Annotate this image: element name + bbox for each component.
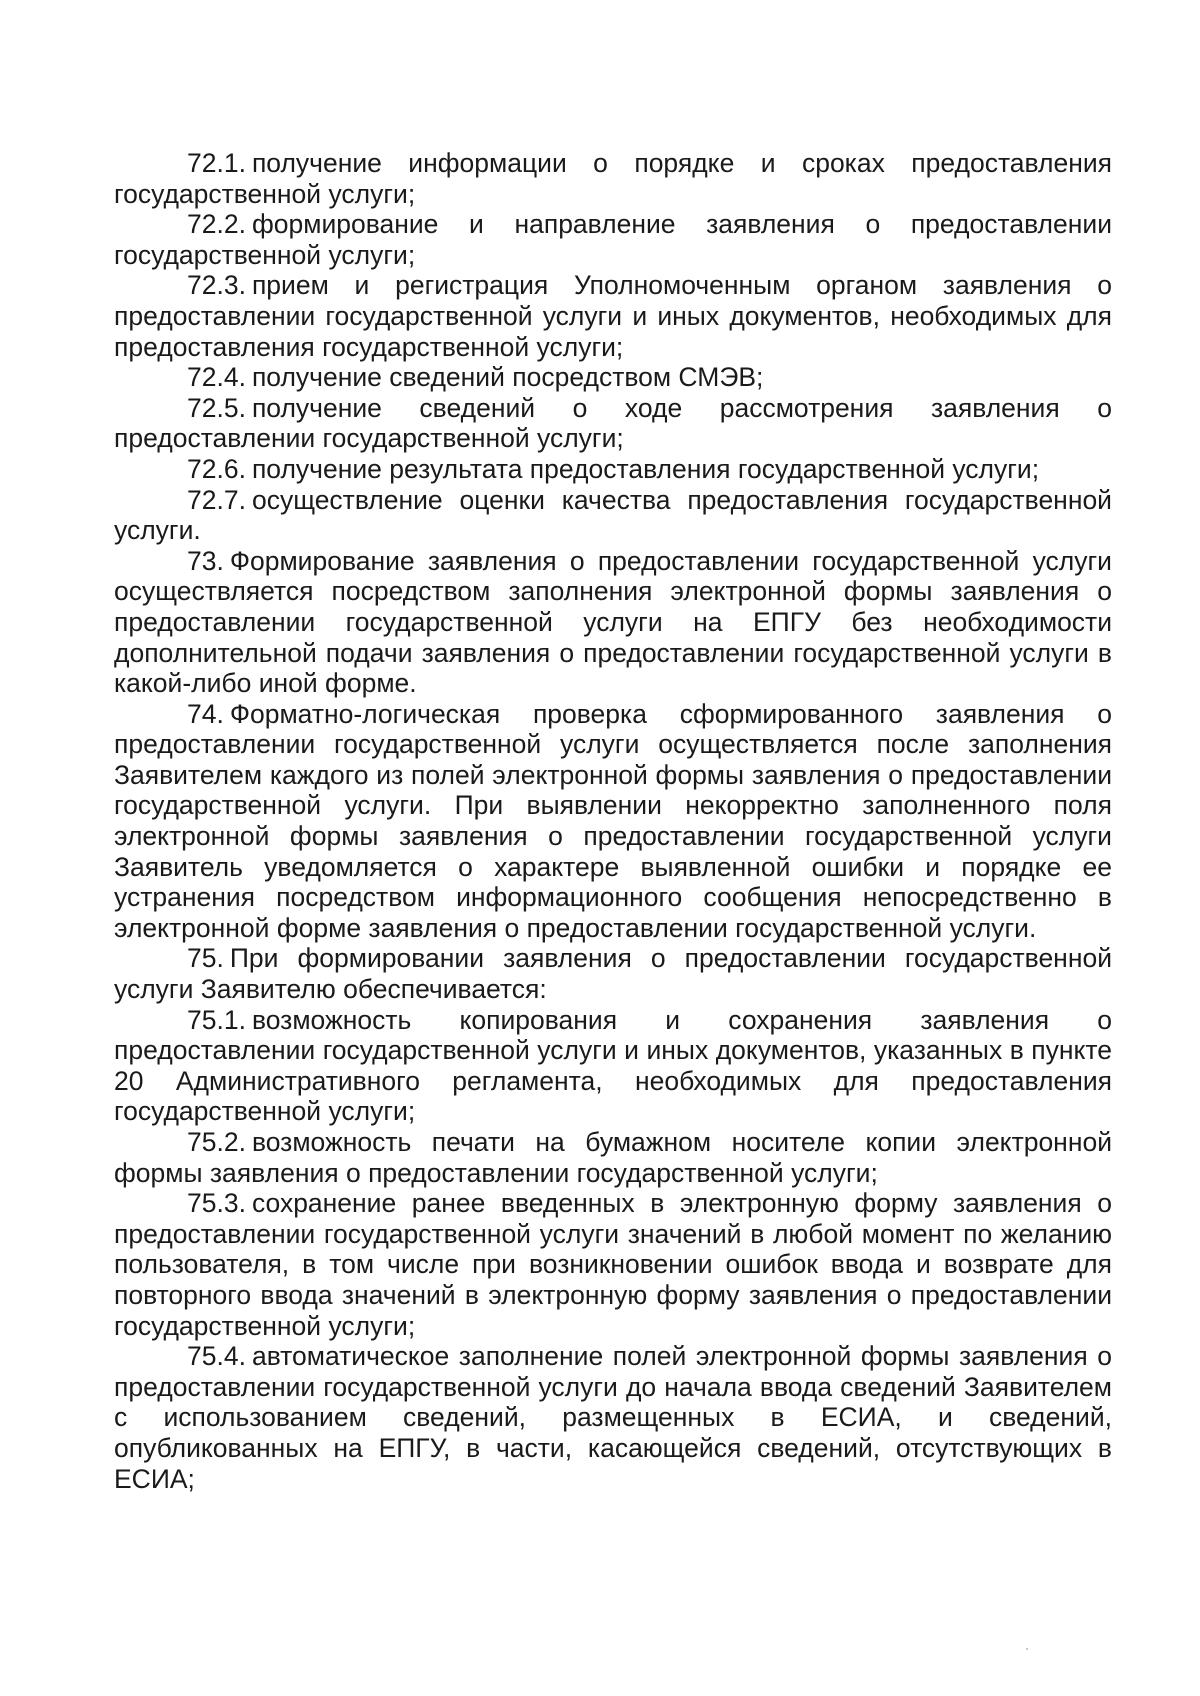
paragraph-text: получение результата предоставления государственной услуги; xyxy=(251,453,1040,484)
paragraph-number: 75.2. xyxy=(187,1127,246,1157)
paragraph-number: 75.4. xyxy=(187,1341,246,1372)
paragraph-72-6 xyxy=(114,454,1112,485)
paragraph-text: получение сведений о ходе рассмотрения заявления о предоставлении государственной услуги; xyxy=(114,392,1112,454)
paragraph-73 xyxy=(114,546,1112,699)
paragraph-72-7 xyxy=(114,485,1112,546)
paragraph-number: 75. xyxy=(187,943,224,974)
paragraph-number: 73. xyxy=(187,545,224,576)
paragraph-75-2 xyxy=(114,1127,1112,1188)
paragraph-text: Форматно-логическая проверка сформированного заявления о предоставлении государственной услуги осуществляется после заполнения Заявителем каждого из полей электронной формы заявления о предоставлении государственной услуги. При выявлении некорректно заполненного поля электронной формы заявления о предоставлении государственной услуги Заявитель уведомляется о характере выявленной ошибки и порядке ее устранения посредством информационного сообщения непосредственно в электронной форме заявления о предоставлении государственной услуги. xyxy=(114,698,1112,943)
paragraph-number: 72.7. xyxy=(187,484,246,515)
paragraph-72-3 xyxy=(114,270,1112,362)
paragraph-72-1 xyxy=(114,148,1112,209)
paragraph-number: 72.4. xyxy=(187,362,246,393)
paragraph-number: 72.2. xyxy=(187,209,246,240)
paragraph-number: 72.6. xyxy=(187,453,246,484)
paragraph-72-4 xyxy=(114,362,1112,393)
paragraph-72-2 xyxy=(114,209,1112,270)
paragraph-number: 72.3. xyxy=(187,270,246,301)
paragraph-text: возможность копирования и сохранения заявления о предоставлении государственной услуги и иных документов, указанных в пункте 20 Административного регламента, необходимых для предоставления государственной услуги; xyxy=(114,1004,1112,1127)
paragraph-number: 75.1. xyxy=(187,1004,246,1035)
paragraph-text: автоматическое заполнение полей электронной формы заявления о предоставлении государственной услуги до начала ввода сведений Заявителем с использованием сведений, размещенных в ЕСИА, и сведений, опубликованных на ЕПГУ, в части, касающейся сведений, отсутствующих в ЕСИА; xyxy=(114,1341,1112,1494)
paragraph-text: Формирование заявления о предоставлении государственной услуги осуществляется посредством заполнения электронной формы заявления о предоставлении государственной услуги на ЕПГУ без необходимости дополнительной подачи заявления о предоставлении государственной услуги в какой-либо иной форме. xyxy=(114,545,1112,699)
paragraph-text: получение информации о порядке и сроках предоставления государственной услуги; xyxy=(114,148,1112,209)
paragraph-text: получение сведений посредством СМЭВ; xyxy=(251,362,764,393)
paragraph-number: 74. xyxy=(187,698,224,729)
paragraph-number: 72.1. xyxy=(187,148,246,178)
paragraph-text: прием и регистрация Уполномоченным органом заявления о предоставлении государственной услуги и иных документов, необходимых для предоставления государственной услуги; xyxy=(114,270,1112,362)
paragraph-text: осуществление оценки качества предоставления государственной услуги. xyxy=(114,484,1112,546)
paragraph-number: 75.3. xyxy=(187,1188,246,1219)
paragraph-72-5 xyxy=(114,393,1112,454)
paragraph-75-1 xyxy=(114,1005,1112,1127)
paragraph-text: сохранение ранее введенных в электронную форму заявления о предоставлении государственной услуги значений в любой момент по желанию пользователя, в том числе при возникновении ошибок ввода и возврате для повторного ввода значений в электронную форму заявления о предоставлении государственной услуги; xyxy=(114,1188,1112,1341)
paragraph-75-4 xyxy=(114,1341,1112,1494)
paragraph-75-3 xyxy=(114,1188,1112,1341)
paragraph-74 xyxy=(114,699,1112,944)
paragraph-text: возможность печати на бумажном носителе копии электронной формы заявления о предоставлении государственной услуги; xyxy=(114,1127,1112,1188)
paragraph-number: 72.5. xyxy=(187,392,246,423)
scan-speck xyxy=(1026,1648,1028,1650)
document-body xyxy=(114,148,1112,1494)
paragraph-text: формирование и направление заявления о предоставлении государственной услуги; xyxy=(114,209,1112,270)
paragraph-text: При формировании заявления о предоставлении государственной услуги Заявителю обеспечивается: xyxy=(114,943,1112,1005)
paragraph-75 xyxy=(114,943,1112,1004)
